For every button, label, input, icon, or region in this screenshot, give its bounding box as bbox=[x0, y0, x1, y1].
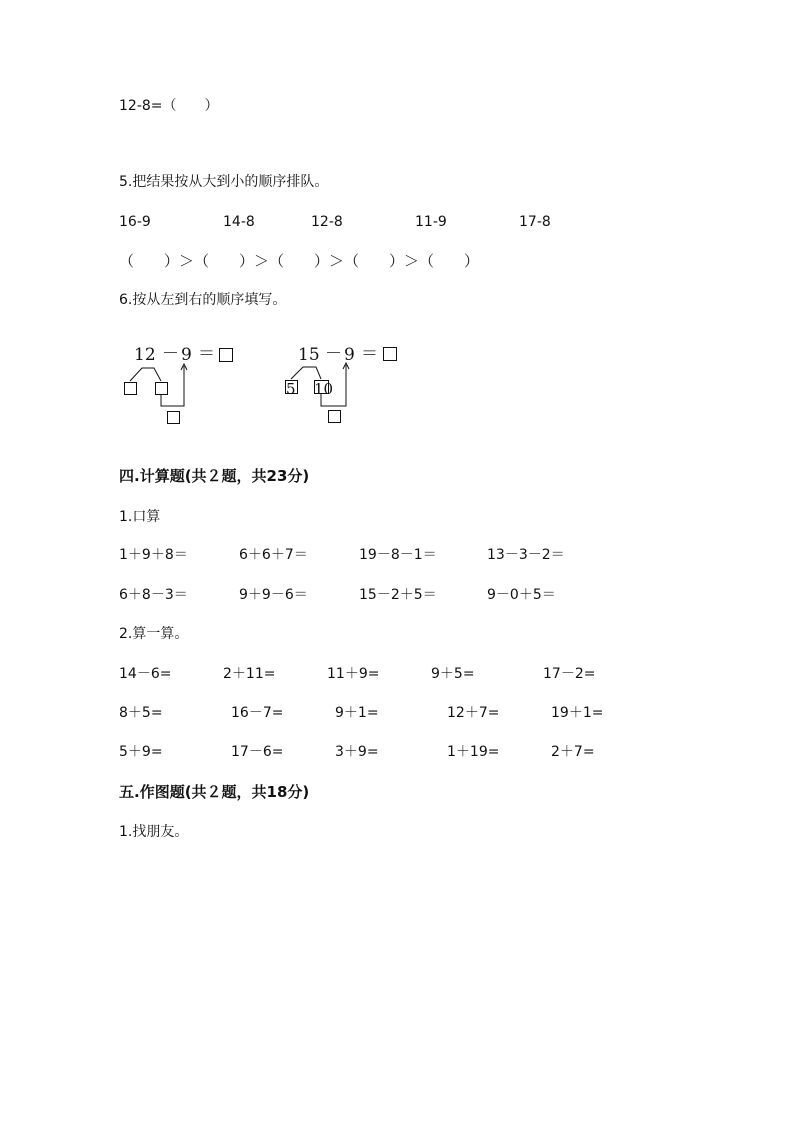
section4-q2-title: 2.算一算。 bbox=[119, 626, 189, 642]
calc-item: 19＋1= bbox=[551, 705, 604, 721]
calc-item: 5＋9= bbox=[119, 744, 163, 760]
q5-order-row: （ ）＞（ ）＞（ ）＞（ ）＞（ ） bbox=[119, 252, 480, 270]
oral-calc-item: 6＋6＋7＝ bbox=[239, 547, 308, 563]
diagram1-equals: ＝ bbox=[198, 344, 215, 364]
calc-item: 11＋9= bbox=[327, 666, 380, 682]
answer-box[interactable] bbox=[125, 383, 137, 395]
answer-box[interactable] bbox=[329, 411, 341, 423]
q5-item: 17-8 bbox=[519, 214, 551, 230]
section4-q1-title: 1.口算 bbox=[119, 509, 161, 525]
oral-calc-item: 6＋8－3＝ bbox=[119, 587, 188, 603]
diagram1-minuend: 12 bbox=[134, 345, 156, 365]
calc-item: 12＋7= bbox=[447, 705, 500, 721]
top-problem: 12-8=（ ） bbox=[119, 98, 219, 114]
answer-box[interactable] bbox=[384, 348, 397, 361]
answer-box[interactable] bbox=[286, 381, 298, 394]
split-lines bbox=[291, 367, 321, 379]
diagram2-equals: ＝ bbox=[361, 344, 378, 364]
q6-title: 6.按从左到右的顺序填写。 bbox=[119, 292, 287, 308]
section5-q1-title: 1.找朋友。 bbox=[119, 824, 189, 840]
oral-calc-item: 13－3－2＝ bbox=[487, 547, 565, 563]
q5-item: 14-8 bbox=[223, 214, 255, 230]
answer-box[interactable] bbox=[315, 381, 329, 394]
calc-item: 1＋19= bbox=[447, 744, 500, 760]
answer-box[interactable] bbox=[168, 412, 180, 424]
calc-item: 17－2= bbox=[543, 666, 596, 682]
calc-item: 14－6= bbox=[119, 666, 172, 682]
diagram1-minus: － bbox=[162, 344, 179, 364]
calc-item: 3＋9= bbox=[335, 744, 379, 760]
diagram2-split-10: 10 bbox=[314, 380, 334, 398]
answer-box[interactable] bbox=[220, 349, 233, 362]
split-lines bbox=[130, 368, 161, 381]
diagram2-split-5: 5 bbox=[286, 380, 296, 398]
oral-calc-item: 9－0＋5＝ bbox=[487, 587, 556, 603]
q5-item: 12-8 bbox=[311, 214, 343, 230]
diagram2-minuend: 15 bbox=[298, 345, 320, 365]
section4-heading: 四.计算题(共２题，共23分) bbox=[119, 467, 310, 485]
q5-title: 5.把结果按从大到小的顺序排队。 bbox=[119, 174, 329, 190]
oral-calc-item: 9＋9－6＝ bbox=[239, 587, 308, 603]
calc-item: 16－7= bbox=[231, 705, 284, 721]
calc-item: 9＋5= bbox=[431, 666, 475, 682]
flow-lines bbox=[321, 365, 346, 406]
q5-item: 11-9 bbox=[415, 214, 447, 230]
calc-item: 2＋11= bbox=[223, 666, 276, 682]
calc-item: 2＋7= bbox=[551, 744, 595, 760]
answer-box[interactable] bbox=[156, 383, 168, 395]
calc-item: 17－6= bbox=[231, 744, 284, 760]
diagram1-subtrahend: 9 bbox=[181, 345, 192, 365]
diagram2-subtrahend: 9 bbox=[344, 345, 355, 365]
section5-heading: 五.作图题(共２题，共18分) bbox=[119, 783, 310, 801]
flow-lines bbox=[161, 366, 184, 406]
q5-item: 16-9 bbox=[119, 214, 151, 230]
calc-item: 9＋1= bbox=[335, 705, 379, 721]
oral-calc-item: 15－2＋5＝ bbox=[359, 587, 437, 603]
oral-calc-item: 1＋9＋8＝ bbox=[119, 547, 188, 563]
calc-item: 8＋5= bbox=[119, 705, 163, 721]
oral-calc-item: 19－8－1＝ bbox=[359, 547, 437, 563]
diagram2-minus: － bbox=[325, 344, 342, 364]
